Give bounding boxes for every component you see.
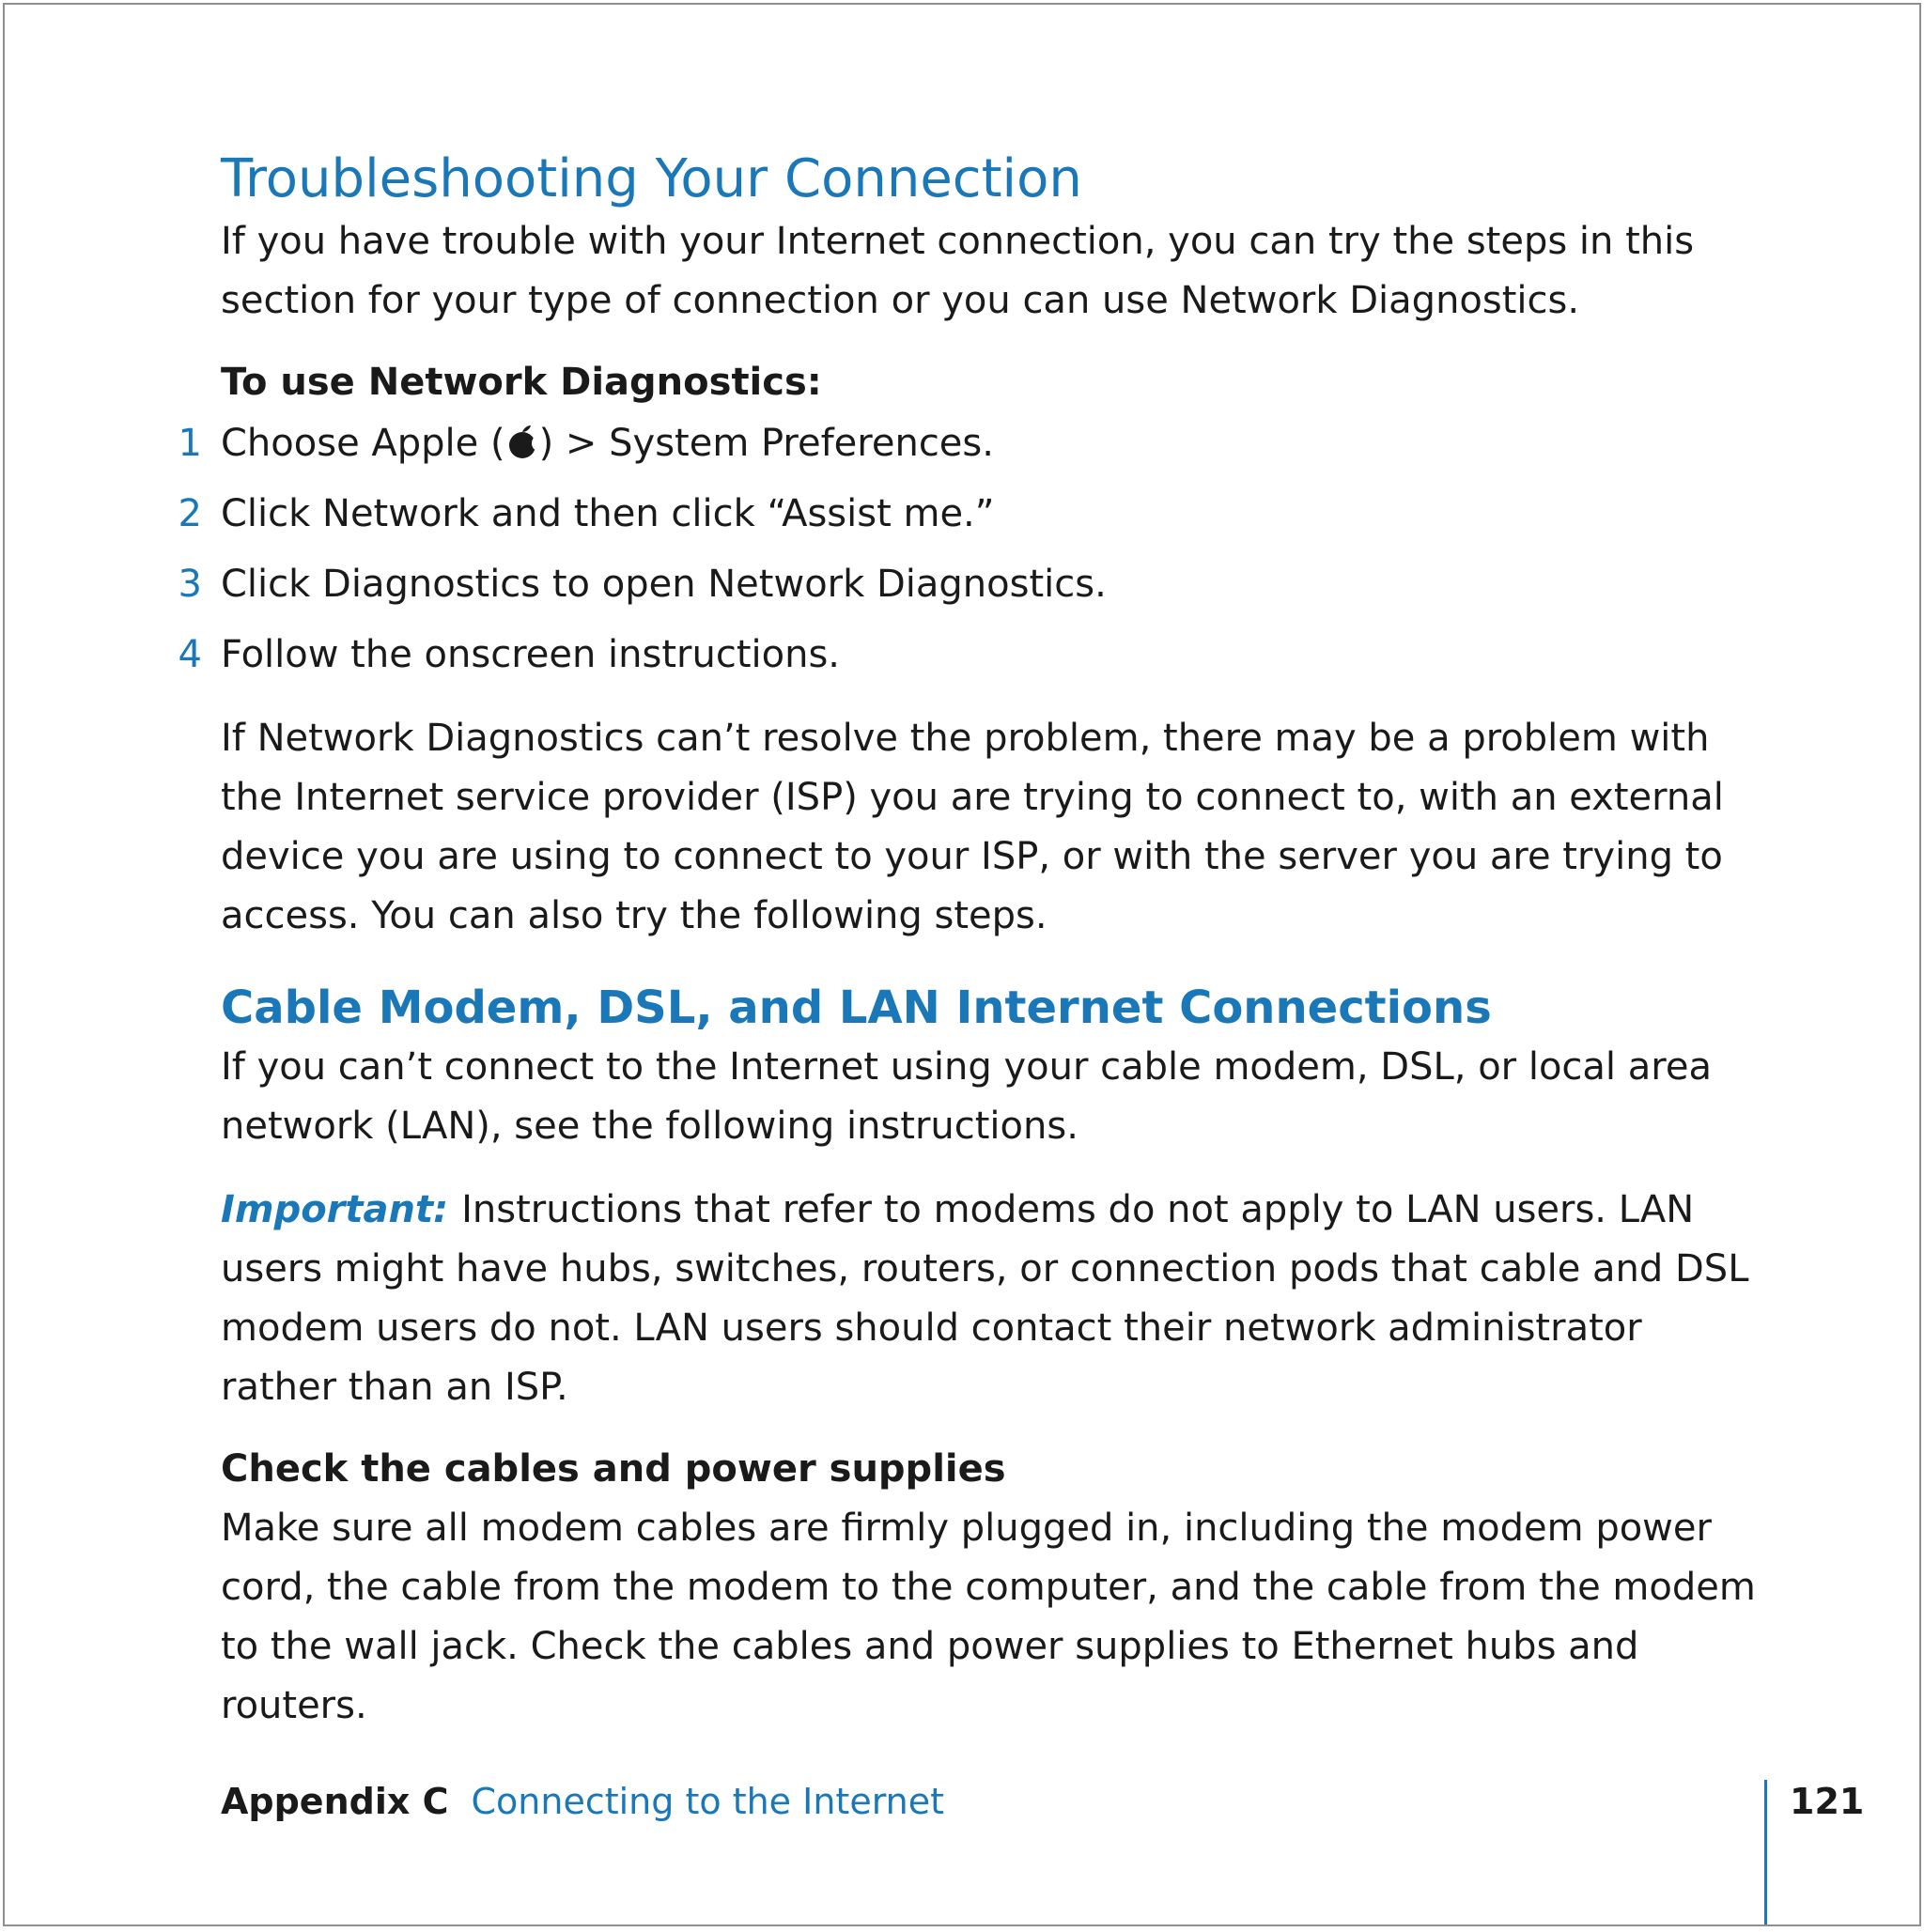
page-content <box>178 147 1761 1736</box>
footer-chapter-title: Connecting to the Internet <box>471 1781 945 1822</box>
step-text-before-icon: Choose Apple ( <box>221 422 505 466</box>
important-text: Instructions that refer to modems do not apply to LAN users. LAN users might have hubs, switches, routers, or connection pods that cable and DSL modem users do not. LAN users should contact their network administrator rather than an ISP. <box>221 1187 1749 1409</box>
step-text-after-icon: ) > System Preferences. <box>538 422 994 466</box>
page-footer <box>221 1780 944 1823</box>
page-title: Troubleshooting Your Connection <box>221 148 1082 209</box>
step-number: 3 <box>178 563 202 607</box>
document-page <box>3 3 1921 1926</box>
step-number: 2 <box>178 492 202 536</box>
step-2 <box>178 485 1761 544</box>
step-1 <box>178 414 1761 473</box>
footer-divider <box>1764 1780 1767 1926</box>
intro-paragraph: If you have trouble with your Internet connection, you can try the steps in this section for your type of connection or you can use Network Diagnostics. <box>221 220 1695 323</box>
page-number: 121 <box>1790 1781 1865 1822</box>
important-note <box>221 1181 1761 1417</box>
apple-icon <box>507 425 537 460</box>
after-steps-paragraph: If Network Diagnostics can’t resolve the problem, there may be a problem with the Internet service provider (ISP) you are trying to connect to, with an external device you are using to connect to your ISP, or with the server you are trying to access. You can also try the following steps. <box>221 717 1724 938</box>
step-text: Follow the onscreen instructions. <box>221 633 841 677</box>
check-heading: Check the cables and power supplies <box>221 1446 1006 1491</box>
step-number: 1 <box>178 422 202 466</box>
step-4 <box>178 626 1761 685</box>
step-text: Click Diagnostics to open Network Diagnostics. <box>221 563 1107 607</box>
procedure-heading: To use Network Diagnostics: <box>221 361 822 405</box>
step-number: 4 <box>178 633 202 677</box>
steps-list <box>178 414 1761 685</box>
section-intro-paragraph: If you can’t connect to the Internet using your cable modem, DSL, or local area network (LAN), see the following instructions. <box>221 1044 1712 1148</box>
step-3 <box>178 555 1761 614</box>
check-paragraph: Make sure all modem cables are firmly plugged in, including the modem power cord, the cable from the modem to the computer, and the cable from the modem to the wall jack. Check the cables and power supplies to Ethernet hubs and routers. <box>221 1506 1756 1727</box>
important-label: Important: <box>221 1187 449 1231</box>
footer-appendix-label: Appendix C <box>221 1781 449 1822</box>
section-heading: Cable Modem, DSL, and LAN Internet Connections <box>221 981 1492 1035</box>
step-text: Click Network and then click “Assist me.” <box>221 492 995 536</box>
